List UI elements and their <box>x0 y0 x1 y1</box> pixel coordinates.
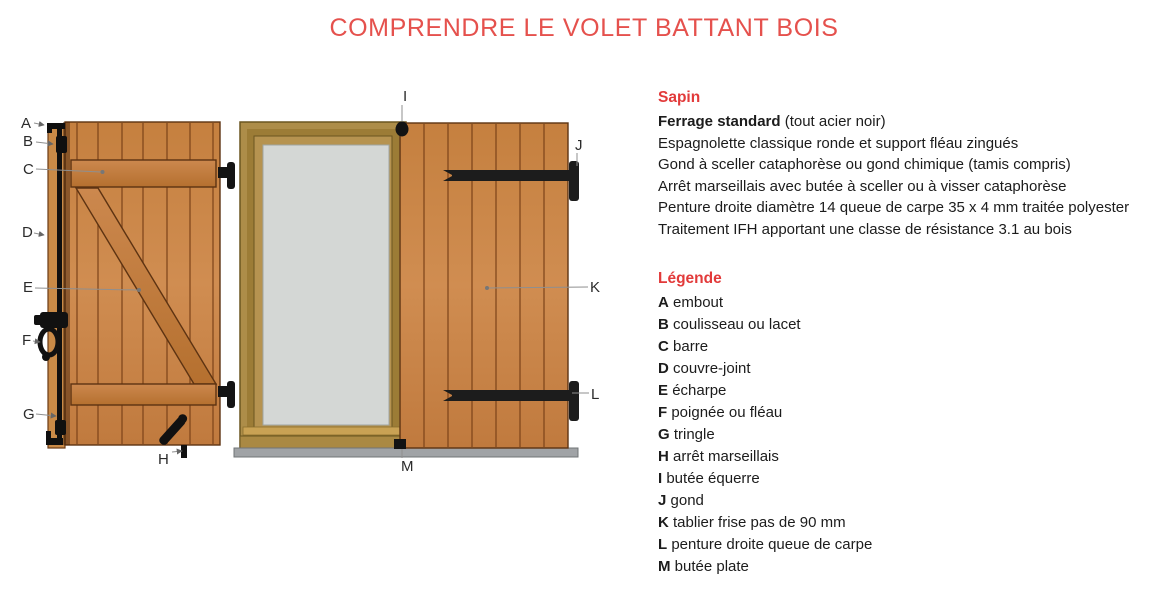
legend-label: arrêt marseillais <box>673 447 779 465</box>
callout-letter-K: K <box>590 279 601 296</box>
legend-key: M <box>658 557 671 575</box>
info-line: Traitement IFH apportant une classe de résistance 3.1 au bois <box>658 220 1072 238</box>
legend-heading: Légende <box>658 269 722 287</box>
window-appui <box>240 436 406 448</box>
page-title: COMPRENDRE LE VOLET BATTANT BOIS <box>329 14 839 42</box>
callout-letter-F: F <box>22 332 32 349</box>
legend-key: I <box>658 469 663 487</box>
legend-key: C <box>658 337 669 355</box>
callout-letter-E: E <box>23 279 34 296</box>
legend-item <box>658 402 1163 424</box>
info-line: Arrêt marseillais avec butée à sceller ou à visser cataphorèse <box>658 177 1067 195</box>
legend <box>658 269 1163 578</box>
info-line: Gond à sceller cataphorèse ou gond chimique (tamis compris) <box>658 156 1071 174</box>
legend-item <box>658 534 1163 556</box>
legend-item <box>658 336 1163 358</box>
legend-label: butée équerre <box>666 469 760 487</box>
callout-letter-L: L <box>591 386 600 403</box>
callout-letter-M: M <box>401 458 414 475</box>
callout-letter-D: D <box>22 224 33 241</box>
legend-item <box>658 358 1163 380</box>
legend-key: D <box>658 359 669 377</box>
callout-letter-B: B <box>23 133 34 150</box>
gond-bottom <box>569 381 579 421</box>
legend-key: G <box>658 425 670 443</box>
coulisseau <box>56 136 67 153</box>
info-panel <box>658 88 1163 578</box>
sill <box>234 448 578 457</box>
legend-item <box>658 556 1163 578</box>
callout-letter-G: G <box>23 406 35 423</box>
legend-item <box>658 446 1163 468</box>
window-glass <box>263 145 389 425</box>
legend-label: poignée ou fléau <box>671 403 783 421</box>
gond-top <box>569 161 579 201</box>
butee-plate <box>394 439 406 449</box>
legend-label: penture droite queue de carpe <box>671 535 873 553</box>
legend-label: gond <box>670 491 704 509</box>
legend-item <box>658 490 1163 512</box>
legend-item <box>658 468 1163 490</box>
legend-item <box>658 314 1163 336</box>
info-heading: Sapin <box>658 89 701 106</box>
info-line: Penture droite diamètre 14 queue de carpe 35 x 4 mm traitée polyester <box>658 199 1130 217</box>
legend-item <box>658 512 1163 534</box>
callout-letter-A: A <box>21 115 32 132</box>
legend-item <box>658 424 1163 446</box>
ferrage-rest: (tout acier noir) <box>780 113 886 130</box>
callout-letter-I: I <box>403 88 408 105</box>
legend-key: B <box>658 315 669 333</box>
barre-top <box>71 160 216 187</box>
legend-item <box>658 380 1163 402</box>
legend-key: F <box>658 403 668 421</box>
callout-letter-H: H <box>158 451 169 468</box>
legend-item <box>658 292 1163 314</box>
legend-key: L <box>658 535 668 553</box>
legend-label: couvre-joint <box>673 359 751 377</box>
ferrage-bold: Ferrage standard <box>658 113 781 130</box>
legend-label: barre <box>673 337 709 355</box>
legend-key: H <box>658 447 669 465</box>
legend-key: A <box>658 293 669 311</box>
callout-letter-J: J <box>575 137 583 154</box>
legend-label: écharpe <box>672 381 727 399</box>
info-line: Espagnolette classique ronde et support fléau zingués <box>658 134 1019 152</box>
butee-equerre <box>396 122 409 137</box>
legend-label: tringle <box>673 425 715 443</box>
legend-key: E <box>658 381 669 399</box>
callout-letter-C: C <box>23 161 34 178</box>
legend-label: butée plate <box>674 557 749 575</box>
legend-label: embout <box>673 293 724 311</box>
window-appui-band <box>243 427 400 435</box>
barre-bottom <box>71 384 216 405</box>
couvre-joint <box>48 125 65 448</box>
info-line-ferrage <box>658 111 1163 133</box>
legend-key: J <box>658 491 667 509</box>
legend-label: coulisseau ou lacet <box>673 315 801 333</box>
legend-label: tablier frise pas de 90 mm <box>673 513 846 531</box>
window <box>240 122 406 448</box>
legend-key: K <box>658 513 669 531</box>
